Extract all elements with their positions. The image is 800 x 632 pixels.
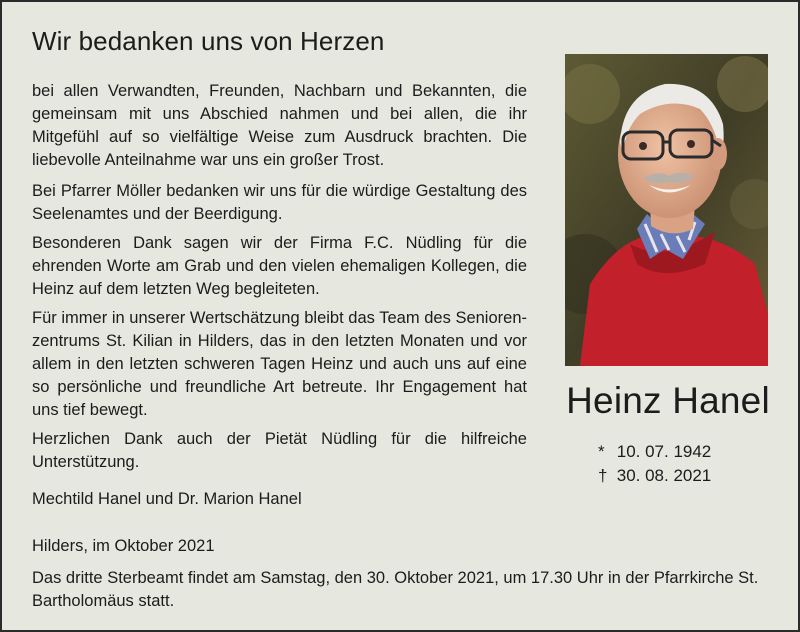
paragraph-company: Besonderen Dank sagen wir der Firma F.C. Nüdling für die ehrenden Worte am Grab und den vielen ehemaligen Kollegen, die Heinz auf dem letzten Weg begleiteten. — [32, 234, 527, 298]
mass-announcement: Das dritte Sterbeamt findet am Samstag, den 30. Oktober 2021, um 17.30 Uhr in der Pfarrkirche St. Bartholomäus statt. — [32, 569, 759, 610]
paragraph-funeral-home: Herzlichen Dank auch der Pietät Nüdling für die hilfreiche Unterstützung. — [32, 430, 527, 471]
life-dates — [598, 440, 711, 488]
place-date: Hilders, im Oktober 2021 — [32, 537, 215, 555]
signature: Mechtild Hanel und Dr. Marion Hanel — [32, 490, 302, 508]
thanks-heading: Wir bedanken uns von Herzen — [32, 26, 385, 56]
deceased-name: Heinz Hanel — [566, 380, 770, 421]
birth-date: 10. 07. 1942 — [616, 442, 712, 461]
paragraph-relatives: bei allen Verwandten, Freunden, Nachbarn und Bekannten, die gemeinsam mit uns Abschied nahmen und bei allen, die ihr Mitgefühl auf so vielfältige Weise zum Ausdruck brachten. Die liebevolle Anteilnahme war uns ein großer Trost. — [32, 82, 527, 169]
death-symbol: † — [598, 466, 608, 485]
death-date: 30. 08. 2021 — [616, 466, 712, 485]
birth-line — [598, 440, 711, 464]
thanks-body — [32, 80, 527, 482]
paragraph-care-home: Für immer in unserer Wertschätzung bleibt das Team des Senioren-zentrums St. Kilian in Hilders, das in den letzten Monaten und vor allem in den letzten schweren Tagen Heinz und auch uns auf eine so persönliche und freundliche Art betreute. Ihr Engagement hat uns tief bewegt. — [32, 309, 527, 419]
death-line — [598, 464, 711, 488]
paragraph-pastor: Bei Pfarrer Möller bedanken wir uns für die würdige Gestaltung des Seelenamtes und der Beerdigung. — [32, 182, 527, 223]
birth-symbol: * — [598, 442, 605, 461]
portrait-photo — [565, 54, 768, 366]
